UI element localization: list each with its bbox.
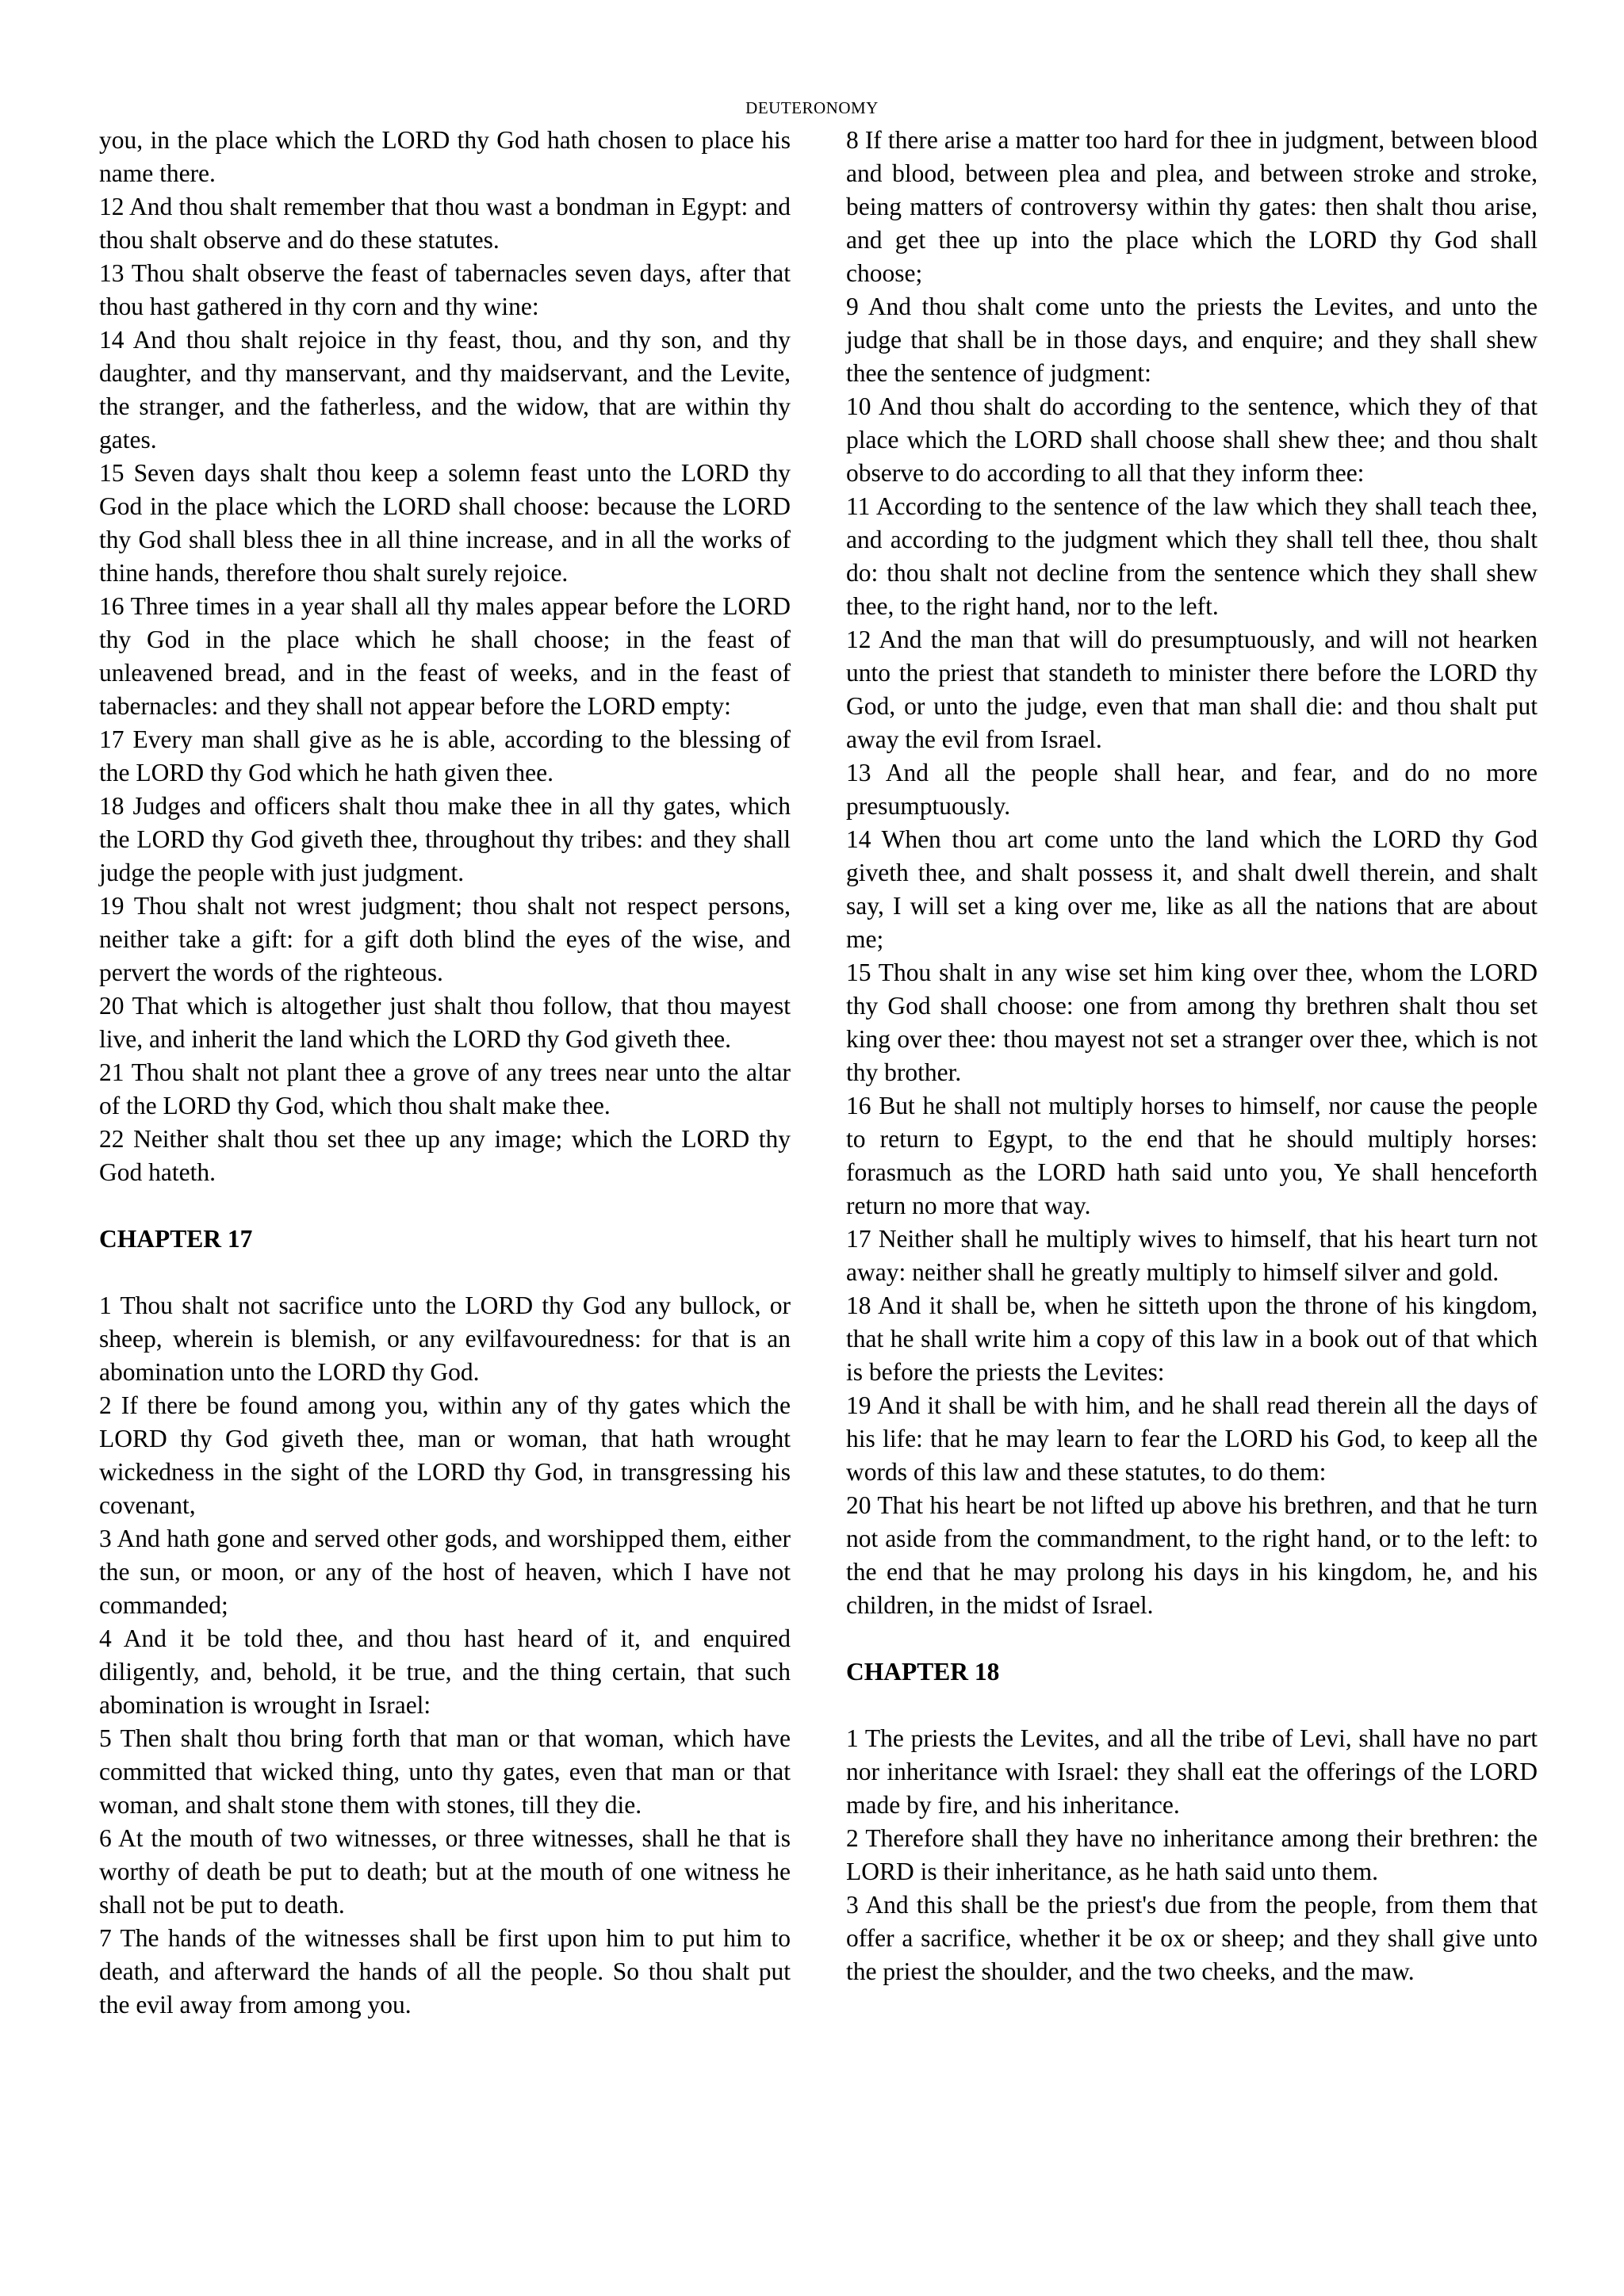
- verse-paragraph: 20 That his heart be not lifted up above his brethren, and that he turn not aside from the commandment, to the right hand, or to the left: to the end that he may prolong his days in his kingdom, he, and his children, in the midst of Israel.: [846, 1491, 1538, 1619]
- left-column: [99, 124, 791, 2022]
- chapter-heading: CHAPTER 18: [846, 1658, 1000, 1686]
- running-header: DEUTERONOMY: [745, 98, 879, 117]
- verse-paragraph: 16 Three times in a year shall all thy males appear before the LORD thy God in the place which he shall choose; in the feast of unleavened bread, and in the feast of weeks, and in the feast of tabernacles: and they shall not appear before the LORD empty:: [99, 592, 791, 720]
- chapter-heading: CHAPTER 17: [99, 1225, 253, 1253]
- verse-paragraph: 12 And the man that will do presumptuously, and will not hearken unto the priest that standeth to minister there before the LORD thy God, or unto the judge, even that man shall die: and thou shalt put away the evil from Israel.: [846, 626, 1538, 753]
- verse-paragraph: 2 Therefore shall they have no inheritance among their brethren: the LORD is their inheritance, as he hath said unto them.: [846, 1824, 1538, 1885]
- verse-paragraph: 8 If there arise a matter too hard for thee in judgment, between blood and blood, between plea and plea, and between stroke and stroke, being matters of controversy within thy gates: then shalt thou arise, and get thee up into the place which the LORD thy God shall choose;: [846, 126, 1538, 287]
- verse-paragraph: 18 Judges and officers shalt thou make thee in all thy gates, which the LORD thy God giveth thee, throughout thy tribes: and they shall judge the people with just judgment.: [99, 792, 791, 886]
- verse-paragraph: 3 And hath gone and served other gods, and worshipped them, either the sun, or moon, or any of the host of heaven, which I have not commanded;: [99, 1525, 791, 1619]
- verse-paragraph: 19 Thou shalt not wrest judgment; thou shalt not respect persons, neither take a gift: for a gift doth blind the eyes of the wise, and pervert the words of the righteous.: [99, 892, 791, 986]
- verse-paragraph: 17 Every man shall give as he is able, according to the blessing of the LORD thy God which he hath given thee.: [99, 725, 791, 786]
- verse-paragraph: 14 And thou shalt rejoice in thy feast, thou, and thy son, and thy daughter, and thy manservant, and thy maidservant, and the Levite, the stranger, and the fatherless, and the widow, that are within thy gates.: [99, 326, 791, 453]
- verse-paragraph: 17 Neither shall he multiply wives to himself, that his heart turn not away: neither shall he greatly multiply to himself silver and gold.: [846, 1225, 1538, 1286]
- verse-paragraph: 1 Thou shalt not sacrifice unto the LORD thy God any bullock, or sheep, wherein is blemish, or any evilfavouredness: for that is an abomination unto the LORD thy God.: [99, 1292, 791, 1386]
- verse-paragraph: 22 Neither shalt thou set thee up any image; which the LORD thy God hateth.: [99, 1125, 791, 1186]
- verse-paragraph: 19 And it shall be with him, and he shall read therein all the days of his life: that he may learn to fear the LORD his God, to keep all the words of this law and these statutes, to do them:: [846, 1391, 1538, 1486]
- verse-paragraph: 4 And it be told thee, and thou hast heard of it, and enquired diligently, and, behold, it be true, and the thing certain, that such abomination is wrought in Israel:: [99, 1624, 791, 1719]
- verse-paragraph: 21 Thou shalt not plant thee a grove of any trees near unto the altar of the LORD thy God, which thou shalt make thee.: [99, 1058, 791, 1119]
- verse-paragraph: 13 Thou shalt observe the feast of tabernacles seven days, after that thou hast gathered in thy corn and thy wine:: [99, 259, 791, 320]
- verse-paragraph: you, in the place which the LORD thy God hath chosen to place his name there.: [99, 126, 791, 187]
- verse-paragraph: 12 And thou shalt remember that thou wast a bondman in Egypt: and thou shalt observe and do these statutes.: [99, 193, 791, 254]
- verse-paragraph: 16 But he shall not multiply horses to himself, nor cause the people to return to Egypt, to the end that he should multiply horses: forasmuch as the LORD hath said unto you, Ye shall henceforth return no more that way.: [846, 1092, 1538, 1219]
- verse-paragraph: 20 That which is altogether just shalt thou follow, that thou mayest live, and inherit the land which the LORD thy God giveth thee.: [99, 992, 791, 1053]
- verse-paragraph: 11 According to the sentence of the law which they shall teach thee, and according to the judgment which they shall tell thee, thou shalt do: thou shalt not decline from the sentence which they shall shew thee, to the right hand, nor to the left.: [846, 492, 1538, 620]
- verse-paragraph: 14 When thou art come unto the land which the LORD thy God giveth thee, and shalt possess it, and shalt dwell therein, and shalt say, I will set a king over me, like as all the nations that are about me;: [846, 825, 1538, 953]
- verse-paragraph: 15 Seven days shalt thou keep a solemn feast unto the LORD thy God in the place which the LORD shall choose: because the LORD thy God shall bless thee in all thine increase, and in all the works of thine hands, therefore thou shalt surely rejoice.: [99, 459, 791, 587]
- verse-paragraph: 15 Thou shalt in any wise set him king over thee, whom the LORD thy God shall choose: one from among thy brethren shalt thou set king over thee: thou mayest not set a stranger over thee, which is not thy brother.: [846, 959, 1538, 1086]
- verse-paragraph: 10 And thou shalt do according to the sentence, which they of that place which the LORD shall choose shall shew thee; and thou shalt observe to do according to all that they inform thee:: [846, 392, 1538, 487]
- verse-paragraph: 2 If there be found among you, within any of thy gates which the LORD thy God giveth thee, man or woman, that hath wrought wickedness in the sight of the LORD thy God, in transgressing his covenant,: [99, 1391, 791, 1519]
- verse-paragraph: 5 Then shalt thou bring forth that man or that woman, which have committed that wicked thing, unto thy gates, even that man or that woman, and shalt stone them with stones, till they die.: [99, 1724, 791, 1819]
- verse-paragraph: 1 The priests the Levites, and all the tribe of Levi, shall have no part nor inheritance with Israel: they shall eat the offerings of the LORD made by fire, and his inheritance.: [846, 1724, 1538, 1819]
- verse-paragraph: 18 And it shall be, when he sitteth upon the throne of his kingdom, that he shall write him a copy of this law in a book out of that which is before the priests the Levites:: [846, 1292, 1538, 1386]
- verse-paragraph: 7 The hands of the witnesses shall be first upon him to put him to death, and afterward the hands of all the people. So thou shalt put the evil away from among you.: [99, 1924, 791, 2019]
- right-column: [846, 124, 1538, 1988]
- verse-paragraph: 9 And thou shalt come unto the priests the Levites, and unto the judge that shall be in those days, and enquire; and they shall shew thee the sentence of judgment:: [846, 293, 1538, 387]
- verse-paragraph: 3 And this shall be the priest's due from the people, from them that offer a sacrifice, whether it be ox or sheep; and they shall give unto the priest the shoulder, and the two cheeks, and the maw.: [846, 1891, 1538, 1985]
- verse-paragraph: 13 And all the people shall hear, and fear, and do no more presumptuously.: [846, 759, 1538, 820]
- verse-paragraph: 6 At the mouth of two witnesses, or three witnesses, shall he that is worthy of death be put to death; but at the mouth of one witness he shall not be put to death.: [99, 1824, 791, 1919]
